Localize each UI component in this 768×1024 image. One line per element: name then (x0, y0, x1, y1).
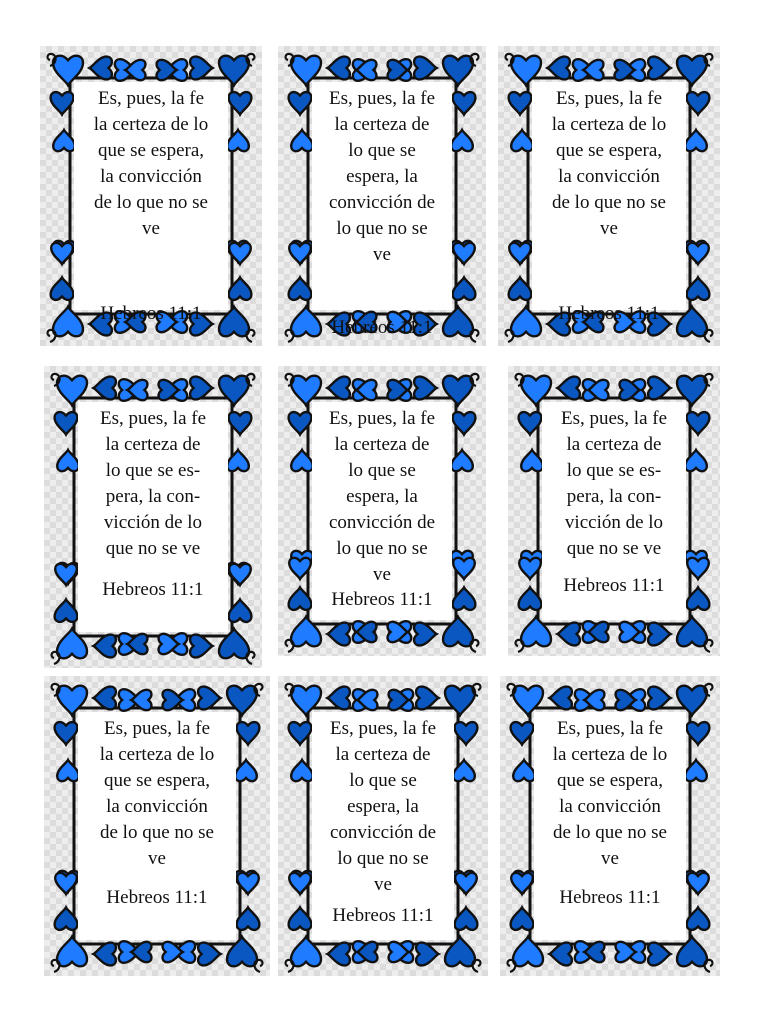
swirl-icon (516, 640, 524, 652)
swirl-icon (506, 54, 514, 66)
swirl-icon (506, 330, 514, 342)
heart-icon (57, 629, 87, 659)
heart-icon (219, 629, 249, 659)
heart-icon (685, 760, 707, 781)
heart-icon (549, 687, 571, 710)
heart-icon (219, 376, 249, 406)
swirl-icon (516, 374, 524, 386)
heart-icon (547, 57, 569, 80)
verse-text: Es, pues, la fe la certeza de lo que se espera, la convicción de lo que no se ve (328, 408, 436, 585)
swirl-icon (48, 330, 56, 342)
heart-icon (416, 687, 438, 710)
heart-icon (521, 376, 551, 406)
heart-icon (513, 760, 535, 781)
heart-icon (291, 376, 321, 406)
heart-icon (235, 760, 257, 781)
heart-icon (291, 760, 313, 781)
heart-icon (451, 450, 473, 471)
heart-icon (57, 937, 87, 967)
verse-text: Es, pues, la fe la certeza de lo que se espera, la convicción de lo que no se ve (552, 718, 668, 869)
heart-icon (557, 377, 579, 400)
heart-icon (648, 943, 670, 966)
heart-icon (648, 377, 670, 400)
verse-text: Es, pues, la fe la certeza de lo que se espera, la convicción de lo que no se ve (99, 718, 215, 869)
verse-card-5 (278, 366, 486, 656)
verse-reference: Hebreos 11:1 (559, 887, 661, 908)
verse-text: Es, pues, la fe la certeza de lo que se espera, la convicción de lo que no se ve (329, 718, 437, 895)
heart-icon (511, 56, 541, 86)
swirl-icon (286, 374, 294, 386)
swirl-icon (52, 684, 60, 696)
verse-text: Es, pues, la fe la certeza de lo que se espera, la convicción de lo que no se ve (328, 88, 436, 265)
heart-icon (521, 617, 551, 647)
heart-icon (414, 623, 436, 646)
swirl-icon (704, 330, 712, 342)
heart-icon (57, 760, 79, 781)
verse-reference: Hebreos 11:1 (332, 905, 434, 926)
swirl-icon (470, 374, 478, 386)
heart-icon (53, 130, 75, 151)
heart-icon (511, 130, 533, 151)
heart-icon (513, 937, 543, 967)
heart-icon (93, 635, 115, 658)
heart-icon (291, 130, 313, 151)
heart-icon (677, 56, 707, 86)
swirl-icon (470, 640, 478, 652)
swirl-icon (48, 54, 56, 66)
heart-icon (57, 376, 87, 406)
swirl-icon (508, 684, 516, 696)
heart-icon (327, 687, 349, 710)
heart-icon (513, 686, 543, 716)
verse-text: Es, pues, la fe la certeza de lo que se espera, la convicción de lo que no se ve (93, 88, 209, 239)
heart-icon (445, 937, 475, 967)
swirl-icon (246, 330, 254, 342)
heart-icon (198, 943, 220, 966)
heart-icon (53, 56, 83, 86)
verse-reference: Hebreos 11:1 (331, 317, 433, 338)
verse-card-1 (40, 46, 262, 346)
heart-icon (227, 130, 249, 151)
heart-icon (443, 56, 473, 86)
heart-icon (190, 377, 212, 400)
verse-card-9 (500, 676, 720, 976)
swirl-icon (52, 652, 60, 664)
heart-icon (648, 687, 670, 710)
heart-icon (521, 450, 543, 471)
heart-icon (93, 943, 115, 966)
heart-icon (291, 450, 313, 471)
swirl-icon (704, 684, 712, 696)
swirl-icon (246, 54, 254, 66)
heart-icon (549, 943, 571, 966)
heart-icon (414, 57, 436, 80)
swirl-icon (508, 960, 516, 972)
heart-icon (677, 937, 707, 967)
heart-icon (445, 686, 475, 716)
swirl-icon (254, 684, 262, 696)
swirl-icon (704, 374, 712, 386)
heart-icon (677, 376, 707, 406)
heart-icon (677, 617, 707, 647)
verse-card-2 (278, 46, 486, 346)
swirl-icon (472, 684, 480, 696)
heart-icon (327, 623, 349, 646)
verse-reference: Hebreos 11:1 (106, 887, 208, 908)
swirl-icon (286, 54, 294, 66)
verse-card-6 (508, 366, 720, 656)
heart-icon (57, 450, 79, 471)
swirl-icon (472, 960, 480, 972)
swirl-icon (52, 960, 60, 972)
heart-icon (443, 376, 473, 406)
heart-icon (227, 937, 257, 967)
swirl-icon (52, 374, 60, 386)
heart-icon (648, 57, 670, 80)
swirl-icon (286, 640, 294, 652)
heart-icon (190, 635, 212, 658)
heart-icon (685, 450, 707, 471)
heart-icon (291, 686, 321, 716)
verse-reference: Hebreos 11:1 (102, 579, 204, 600)
verse-card-4 (44, 366, 262, 668)
heart-icon (414, 377, 436, 400)
swirl-icon (286, 684, 294, 696)
verse-text: Es, pues, la fe la certeza de lo que se espera, la convicción de lo que no se ve (551, 88, 667, 239)
verse-reference: Hebreos 11:1 (331, 589, 433, 610)
verse-card-8 (278, 676, 488, 976)
heart-icon (677, 686, 707, 716)
heart-icon (291, 617, 321, 647)
verse-text: Es, pues, la fe la certeza de lo que se es- pera, la con- vicción de lo que no se ve (99, 408, 207, 559)
heart-icon (89, 57, 111, 80)
heart-icon (198, 687, 220, 710)
verse-reference: Hebreos 11:1 (100, 303, 202, 324)
swirl-icon (246, 374, 254, 386)
heart-icon (685, 130, 707, 151)
heart-icon (327, 943, 349, 966)
swirl-icon (246, 652, 254, 664)
heart-icon (57, 686, 87, 716)
verse-text: Es, pues, la fe la certeza de lo que se es- pera, la con- vicción de lo que no se ve (560, 408, 668, 559)
heart-icon (227, 450, 249, 471)
swirl-icon (704, 54, 712, 66)
swirl-icon (470, 54, 478, 66)
heart-icon (219, 56, 249, 86)
heart-icon (190, 57, 212, 80)
verse-reference: Hebreos 11:1 (563, 575, 665, 596)
swirl-icon (704, 640, 712, 652)
verse-card-7 (44, 676, 270, 976)
heart-icon (648, 623, 670, 646)
swirl-icon (286, 960, 294, 972)
heart-icon (93, 687, 115, 710)
heart-icon (443, 617, 473, 647)
swirl-icon (704, 960, 712, 972)
swirl-icon (254, 960, 262, 972)
heart-icon (451, 130, 473, 151)
heart-icon (291, 937, 321, 967)
heart-icon (327, 57, 349, 80)
heart-icon (453, 760, 475, 781)
heart-icon (416, 943, 438, 966)
heart-icon (327, 377, 349, 400)
verse-card-3 (498, 46, 720, 346)
heart-icon (291, 56, 321, 86)
heart-icon (557, 623, 579, 646)
heart-icon (93, 377, 115, 400)
heart-icon (227, 686, 257, 716)
verse-reference: Hebreos 11:1 (558, 303, 660, 324)
